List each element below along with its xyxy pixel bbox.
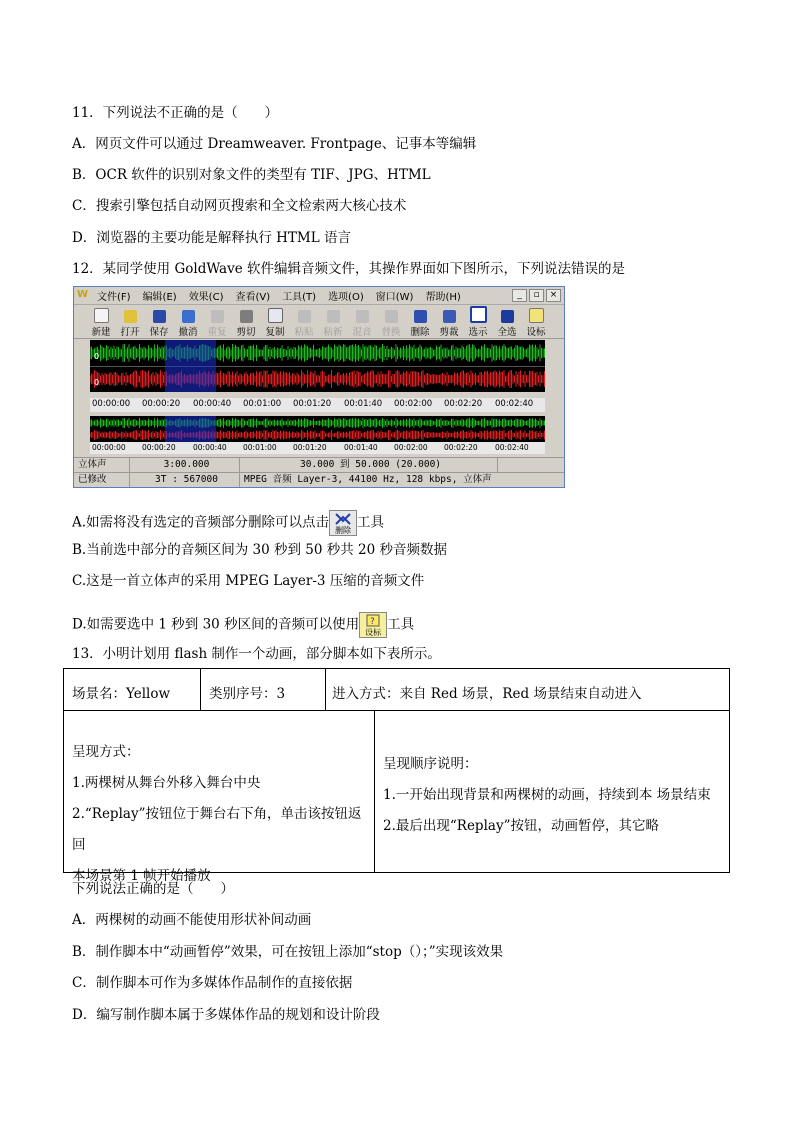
tb-label: 全选 (497, 327, 517, 338)
gw-menu-effect: 效果(C) (188, 292, 224, 303)
presentation-title: 呈现方式： (72, 744, 140, 760)
ruler-tick-label: 00:01:00 (243, 399, 282, 409)
ruler-tick-label: 00:00:40 (193, 443, 227, 452)
gw-toolbar (74, 305, 564, 339)
minimize-icon: _ (512, 289, 527, 302)
tb-label: 设标 (526, 327, 546, 338)
tb-select-all (493, 310, 521, 338)
gw-menu-file: 文件(F) (97, 292, 131, 303)
tb-label: 混音 (352, 327, 372, 338)
tb-trim (435, 310, 463, 338)
q13-question: 下列说法正确的是（ ） (72, 881, 234, 897)
tb-delete (406, 310, 434, 338)
tb-label: 剪裁 (439, 327, 459, 338)
paste-new-icon (327, 310, 340, 323)
q13-option-d: D．编写制作脚本属于多媒体作品的规划和设计阶段 (72, 1007, 380, 1023)
status-length: 3:00.000 (130, 458, 240, 472)
status-blank (498, 458, 564, 472)
copy-icon (268, 308, 283, 323)
gw-menu-tools: 工具(T) (282, 292, 317, 303)
tb-label: 新建 (91, 327, 111, 338)
tb-label: 替换 (381, 327, 401, 338)
status-selection: 30.000 到 50.000 (20.000) (240, 458, 498, 472)
status-state: 已修改 (74, 473, 130, 487)
gw-menubar (74, 287, 564, 305)
time-ruler-top (90, 398, 545, 412)
tb-label: 保存 (149, 327, 169, 338)
ruler-tick-label: 00:00:00 (92, 443, 126, 452)
goldwave-screenshot (73, 286, 565, 488)
tb-label: 删除 (410, 327, 430, 338)
new-icon (94, 308, 109, 323)
cell-category: 类别序号：3 (201, 669, 326, 711)
status-position: 3T : 567000 (130, 473, 240, 487)
ruler-tick-label: 00:02:40 (495, 399, 534, 409)
ruler-tick-label: 00:01:20 (293, 443, 327, 452)
tb-redo (203, 310, 231, 338)
q11-option-a: A．网页文件可以通过 Dreamweaver. Frontpage、记事本等编辑 (72, 136, 477, 152)
gw-menu-help: 帮助(H) (425, 292, 461, 303)
ruler-tick-label: 00:01:40 (344, 443, 378, 452)
q12-option-d-tail: 工具 (387, 616, 415, 633)
mix-icon (356, 310, 369, 323)
close-icon: × (546, 289, 561, 302)
tb-paste-new (319, 310, 347, 338)
order-item-1: 1.一开始出现背景和两棵树的动画，持续到本 场景结束 (383, 787, 711, 803)
open-icon (124, 310, 137, 323)
tb-set-marker (522, 308, 550, 338)
trim-icon (443, 310, 456, 323)
svg-text:?: ? (370, 617, 375, 627)
order-title: 呈现顺序说明： (383, 756, 478, 772)
tb-mix (348, 310, 376, 338)
paste-icon (298, 310, 311, 323)
tb-replace (377, 310, 405, 338)
cut-icon (240, 310, 253, 323)
q13-option-c: C．制作脚本可作为多媒体作品制作的直接依据 (72, 975, 353, 991)
delete-tool-icon (329, 510, 357, 536)
ruler-tick-label: 00:00:20 (142, 443, 176, 452)
question-12-stem: 12．某同学使用 GoldWave 软件编辑音频文件，其操作界面如下图所示，下列说法错误的是 (72, 261, 625, 277)
gw-menu-options: 选项(O) (328, 292, 364, 303)
ruler-tick-label: 00:01:20 (293, 399, 332, 409)
set-marker-tool-label: 设标 (365, 628, 382, 637)
tb-label: 打开 (120, 327, 140, 338)
ruler-tick-label: 00:02:20 (444, 399, 483, 409)
set-marker-tool-icon (359, 612, 387, 638)
tb-paste (290, 310, 318, 338)
tb-open (116, 310, 144, 338)
ruler-tick-label: 00:00:40 (193, 399, 232, 409)
tb-select-view (464, 306, 492, 338)
tb-label: 撤消 (178, 327, 198, 338)
tb-save (145, 310, 173, 338)
ruler-tick-label: 00:02:40 (495, 443, 529, 452)
delete-icon (414, 310, 427, 323)
ruler-tick-label: 00:01:40 (344, 399, 383, 409)
ruler-tick-label: 00:00:00 (92, 399, 131, 409)
overview-selection (165, 416, 216, 442)
gw-menu-window: 窗口(W) (375, 292, 414, 303)
undo-icon (182, 310, 195, 323)
restore-icon: ▫ (529, 289, 544, 302)
ruler-tick-label: 00:01:00 (243, 443, 277, 452)
channel-zero-right: 0 (94, 378, 100, 387)
tb-undo (174, 310, 202, 338)
order-item-2: 2.最后出现“Replay”按钮，动画暂停，其它略 (383, 818, 659, 834)
time-ruler-bottom (90, 442, 545, 454)
q13-option-a: A．两棵树的动画不能使用形状补间动画 (72, 912, 312, 928)
ruler-tick-label: 00:02:00 (394, 443, 428, 452)
overview-waveform (90, 416, 545, 442)
presentation-item-2a: 2.“Replay”按钮位于舞台右下角，单击该按钮返回 (72, 806, 362, 853)
q12-option-a (72, 510, 384, 536)
gw-menu-view: 查看(V) (235, 292, 271, 303)
q13-option-b: B．制作脚本中“动画暂停”效果，可在按钮上添加“stop（）；”实现该效果 (72, 944, 504, 960)
q12-option-c: C.这是一首立体声的采用 MPEG Layer-3 压缩的音频文件 (72, 573, 425, 589)
replace-icon (385, 310, 398, 323)
goldwave-logo-icon: W (77, 289, 89, 300)
ruler-tick-label: 00:00:20 (142, 399, 181, 409)
channel-zero-left: 0 (94, 352, 100, 361)
status-channel: 立体声 (74, 458, 130, 472)
main-waveform (90, 340, 545, 392)
q12-option-d-text: D.如需要选中 1 秒到 30 秒区间的音频可以使用 (72, 616, 360, 633)
q12-option-a-tail: 工具 (357, 514, 385, 531)
cell-scene: 场景名：Yellow (64, 669, 201, 711)
ruler-tick-label: 00:02:20 (444, 443, 478, 452)
status-bar-1 (74, 457, 564, 472)
tb-copy (261, 308, 289, 338)
cell-order (375, 711, 729, 872)
gw-menu-edit: 编辑(E) (142, 292, 177, 303)
presentation-item-2b: 本场景第 1 帧开始播放 (72, 868, 211, 884)
status-format: MPEG 音频 Layer-3, 44100 Hz, 128 kbps, 立体声 (244, 474, 492, 485)
presentation-item-1: 1.两棵树从舞台外移入舞台中央 (72, 775, 261, 791)
redo-icon (211, 310, 224, 323)
tb-new (87, 308, 115, 338)
tb-label: 选示 (468, 327, 488, 338)
q12-option-b: B.当前选中部分的音频区间为 30 秒到 50 秒共 20 秒音频数据 (72, 542, 447, 558)
tb-label: 剪切 (236, 327, 256, 338)
status-bar-2 (74, 472, 564, 487)
q11-option-d: D．浏览器的主要功能是解释执行 HTML 语言 (72, 230, 351, 246)
tb-label: 粘贴 (294, 327, 314, 338)
q12-option-a-text: A.如需将没有选定的音频部分删除可以点击 (72, 514, 330, 531)
cell-presentation (64, 711, 375, 884)
select-view-icon (470, 306, 487, 323)
tb-label: 重复 (207, 327, 227, 338)
q11-option-b: B．OCR 软件的识别对象文件的类型有 TIF、JPG、HTML (72, 167, 431, 183)
delete-tool-label: 删除 (335, 526, 352, 535)
question-13-stem: 13．小明计划用 flash 制作一个动画，部分脚本如下表所示。 (72, 646, 441, 662)
ruler-tick-label: 00:02:00 (394, 399, 433, 409)
select-all-icon (501, 310, 514, 323)
tb-label: 粘新 (323, 327, 343, 338)
question-11-stem: 11．下列说法不正确的是（ ） (72, 105, 279, 121)
cell-entry: 进入方式：来自 Red 场景，Red 场景结束自动进入 (326, 669, 729, 711)
save-icon (153, 310, 166, 323)
q11-option-c: C．搜索引擎包括自动网页搜索和全文检索两大核心技术 (72, 198, 407, 214)
q12-option-d (72, 612, 414, 638)
tb-label: 复制 (265, 327, 285, 338)
selection-highlight (165, 340, 216, 392)
set-marker-icon (529, 308, 544, 323)
tb-cut (232, 310, 260, 338)
script-table (63, 668, 730, 884)
